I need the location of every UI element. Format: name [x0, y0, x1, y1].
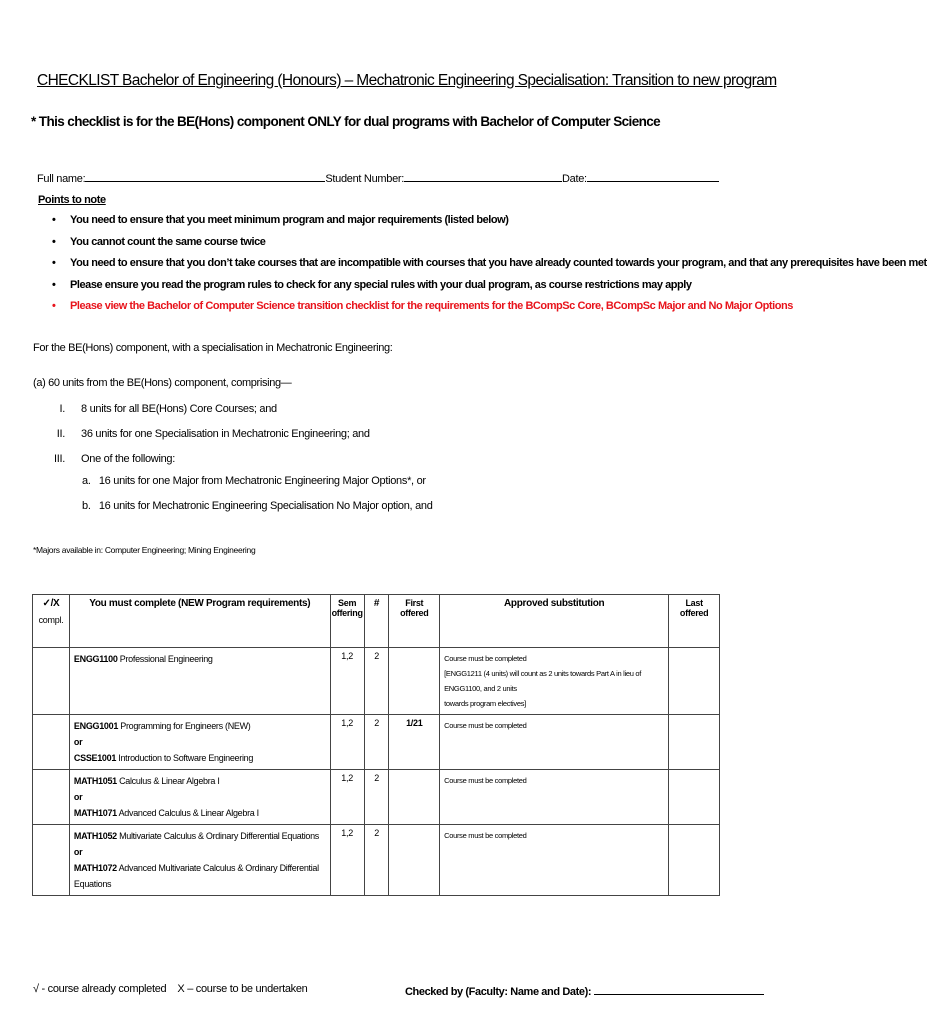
points-heading: Points to note: [38, 194, 106, 206]
points-list: [52, 214, 927, 322]
part-a-heading: (a) 60 units from the BE(Hons) component, comprising—: [33, 377, 292, 389]
compl-header: ✓/X compl.: [33, 595, 70, 648]
date-field[interactable]: [587, 170, 719, 182]
course-checklist-table: [32, 594, 720, 896]
table-row: MATH1051 Calculus & Linear Algebra I or MATH1071 Advanced Calculus & Linear Algebra I 1,2 2 Course must be completed: [33, 770, 720, 825]
checked-by: Checked by (Faculty: Name and Date):: [405, 983, 764, 998]
list-item-warning: • Please view the Bachelor of Computer Science transition checklist for the requirements for the BCompSc Core, BCompSc Major and No Major Options: [52, 300, 793, 312]
last-offered-header: Last offered: [669, 595, 720, 648]
completion-cell[interactable]: [33, 825, 70, 896]
majors-note: *Majors available in: Computer Engineering; Mining Engineering: [33, 545, 256, 555]
student-number-field[interactable]: [404, 170, 562, 182]
completion-cell[interactable]: [33, 648, 70, 715]
table-row: ENGG1001 Programming for Engineers (NEW) or CSSE1001 Introduction to Software Engineering 1,2 2 1/21 Course must be completed: [33, 715, 720, 770]
list-item: b. 16 units for Mechatronic Engineering Specialisation No Major option, and: [82, 500, 433, 512]
legend-text: √ - course already completed X – course to be undertaken: [33, 983, 308, 995]
must-complete-header: You must complete (NEW Program requirements): [69, 595, 330, 648]
list-item: I. 8 units for all BE(Hons) Core Courses; and: [59, 403, 277, 415]
list-item: • You cannot count the same course twice: [52, 235, 266, 248]
bullet-icon: •: [52, 278, 56, 291]
student-number-label: Student Number:: [325, 173, 405, 185]
bullet-icon: •: [52, 300, 56, 312]
bullet-icon: •: [52, 257, 56, 269]
units-header: #: [364, 595, 389, 648]
full-name-field[interactable]: [85, 170, 325, 182]
list-item: • You need to ensure that you meet minimum program and major requirements (listed below): [52, 214, 509, 226]
first-offered-header: First offered: [389, 595, 440, 648]
table-row: ENGG1100 Professional Engineering 1,2 2 Course must be completed [ENGG1211 (4 units) will count as 2 units towards Part A in lieu of ENGG1100, and 2 units towards program electives]: [33, 648, 720, 715]
list-item: • Please ensure you read the program rules to check for any special rules with your dual program, as course restrictions may apply: [52, 278, 692, 291]
list-item: III. One of the following:: [53, 453, 175, 465]
table-row: MATH1052 Multivariate Calculus & Ordinary Differential Equations or MATH1072 Advanced Multivariate Calculus & Ordinary Differential Equations 1,2 2 Course must be completed: [33, 825, 720, 896]
page-title: CHECKLIST Bachelor of Engineering (Honours) – Mechatronic Engineering Specialisation: Transition to new program: [37, 72, 777, 89]
list-item: • You need to ensure that you don’t take courses that are incompatible with courses that you have already counted towards your program, and that any prerequisites have been met: [52, 257, 927, 269]
table-header-row: [33, 595, 720, 648]
roman-list: [38, 403, 370, 478]
list-item: a. 16 units for one Major from Mechatronic Engineering Major Options*, or: [82, 475, 426, 487]
alpha-list: [82, 475, 433, 525]
student-details: [37, 170, 719, 185]
approved-substitution-header: Approved substitution: [440, 595, 669, 648]
date-label: Date:: [562, 173, 587, 185]
bullet-icon: •: [52, 235, 56, 248]
bullet-icon: •: [52, 214, 56, 226]
list-item: II. 36 units for one Specialisation in Mechatronic Engineering; and: [56, 428, 370, 440]
requirements-intro: For the BE(Hons) component, with a specialisation in Mechatronic Engineering:: [33, 342, 393, 354]
full-name-label: Full name:: [37, 173, 86, 185]
completion-cell[interactable]: [33, 770, 70, 825]
sem-offering-header: Sem offering: [330, 595, 364, 648]
checked-by-field[interactable]: [594, 983, 764, 995]
page-subtitle: * This checklist is for the BE(Hons) component ONLY for dual programs with Bachelor of Computer Science: [31, 114, 661, 129]
completion-cell[interactable]: [33, 715, 70, 770]
